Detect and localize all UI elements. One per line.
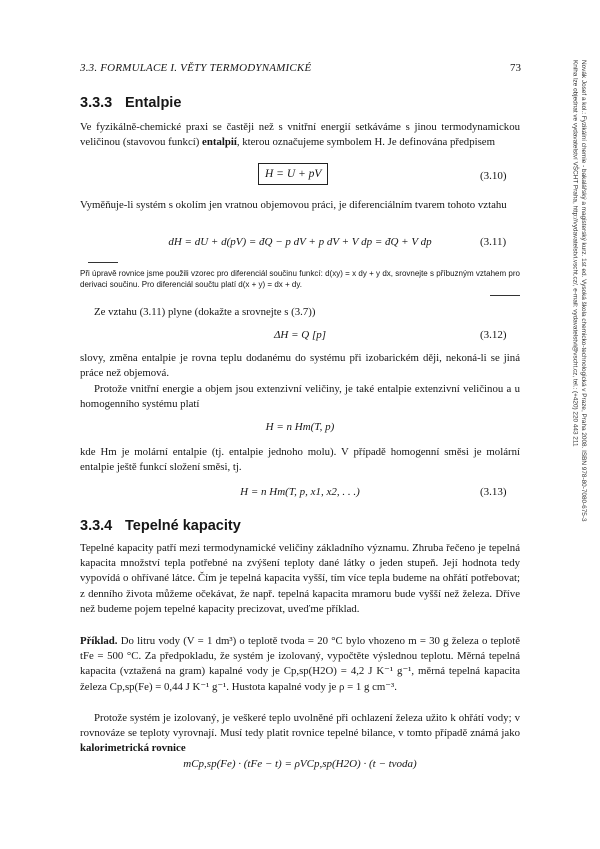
footnote-rule-left — [88, 262, 118, 263]
equation-number: (3.11) — [480, 236, 507, 248]
text-run: , kterou označujeme symbolem H. Je definována předpisem — [236, 136, 495, 149]
equation-3-13: H = n Hm(T, p, x1, x2, . . .) — [240, 486, 360, 498]
equation-number: (3.12) — [480, 329, 507, 341]
equation-calorimetric: mCp,sp(Fe) · (tFe − t) = ρVCp,sp(H2O) · (t − tvoda) — [183, 758, 417, 770]
text-run: Do litru vody (V = 1 dm³) o teplotě tvoda = 20 °C bylo vhozeno m = 30 g železa o teplotě tFe = 500 °C. Za předpokladu, že systém je izolovaný, vypočtěte výslednou teplotu. Měrná tepelná kapacita (vztažená na gram) kapalné vody je Cp,sp(H2O) = 4,2 J K⁻¹ g⁻¹, měrná tepelná kapacita železa Cp,sp(Fe) = 0,44 J K⁻¹ g⁻¹. Hustota kapalné vody je ρ = 1 g cm⁻³. — [80, 635, 520, 693]
paragraph-calorimetry — [80, 711, 520, 757]
footnote-rule-right — [490, 295, 520, 296]
example-label: Příklad. — [80, 635, 118, 647]
paragraph-extensive: Protože vnitřní energie a objem jsou extenzivní veličiny, je také entalpie extenzivní veličinou a u homogenního systému platí — [80, 383, 520, 411]
section-heading-entalpie — [80, 95, 181, 111]
equation-number: (3.13) — [480, 486, 507, 498]
footnote: Při úpravě rovnice jsme použili vzorec pro diferenciál součinu funkcí: d(xy) = x dy + y dx, srovnejte s příbuzným vztahem pro derivaci součinu. Pro diferenciál součtu platí d(x + y) = dx + dy. — [80, 269, 520, 289]
paragraph-definition — [80, 120, 520, 150]
paragraph-example — [80, 634, 520, 695]
paragraph-isobaric: slovy, změna entalpie je rovna teplu dodanému do systému při izobarickém ději, nekoná-li se jiná práce než objemová. — [80, 352, 520, 380]
equation-number: (3.10) — [480, 170, 507, 182]
term-entalpie: entalpií — [202, 136, 237, 149]
equation-boxed: H = U + pV — [258, 163, 328, 185]
page-number: 73 — [510, 62, 521, 74]
section-title: Tepelné kapacity — [125, 518, 241, 534]
paragraph-heat-capacity: Tepelné kapacity patří mezi termodynamické veličiny základního významu. Zhruba řečeno je tepelná kapacita množství tepla potřebné na zvýšení teploty dané látky o jeden stupeň. Její hodnota tedy vypovídá o ohřívané látce. Čím je tepelná kapacita vyšší, tím více tepla budeme na ohřátí potřebovat; z denního života můžeme očekávat, že např. tepelná kapacita mramoru bude vyšší než železa. Dříve než budeme pojem tepelné kapacity precizovat, uveďme příklad. — [80, 542, 520, 615]
equation-molar: H = n Hm(T, p) — [265, 421, 335, 433]
section-heading-heat-capacity — [80, 518, 241, 534]
paragraph-derive: Ze vztahu (3.11) plyne (dokažte a srovnejte s (3.7)) — [94, 306, 316, 318]
text-run: Ve fyzikálně-chemické praxi se častěji než s vnitřní energií setkáváme s jinou termodynamickou veličinou (stavovou funkcí) — [80, 121, 520, 149]
paragraph-molar-enthalpy: kde Hm je molární entalpie (tj. entalpie jednoho molu). V případě homogenní směsi je molární entalpie ještě funkcí složení směsi, tj. — [80, 446, 520, 474]
equation-3-12: ΔH = Q [p] — [273, 329, 327, 341]
term-calorimetric-equation: kalorimetrická rovnice — [80, 742, 186, 755]
paragraph-differential: Vyměňuje-li systém s okolím jen vratnou objemovou práci, je diferenciálním tvarem tohoto vztahu — [80, 199, 507, 211]
equation-3-10 — [258, 164, 328, 182]
side-copyright-note — [570, 60, 587, 522]
section-number: 3.3.3 — [80, 95, 113, 111]
section-title: Entalpie — [125, 95, 182, 111]
running-header: 3.3. FORMULACE I. VĚTY TERMODYNAMICKÉ — [80, 62, 312, 74]
section-number: 3.3.4 — [80, 518, 113, 534]
equation-3-11: dH = dU + d(pV) = đQ − p dV + p dV + V dp = đQ + V dp — [168, 236, 432, 248]
side-note-line-1: Novák Josef a kol.: Fyzikální chemie - bakalářský a magisterský kurz. 1st ed. Vysoká škola chemicko-technologická v Praze, Praha 2008. ISBN 978-80-7080-675-3 — [579, 60, 587, 522]
text-run: Protože systém je izolovaný, je veškeré teplo uvolněné při ochlazení železa užito k ohřátí vody; v rovnováze se teploty vyrovnají. Musí tedy platit rovnice tepelné bilance, v tomto případě známá jako — [80, 712, 520, 740]
side-note-line-2: Kniha lze objednat ve vydavatelství VŠCHT Praha, http://vydavatelstvi.vscht.cz/, e-mail: vydavatelstvi@vscht.cz, tel.: (+420) 220 443 211 — [571, 60, 579, 447]
